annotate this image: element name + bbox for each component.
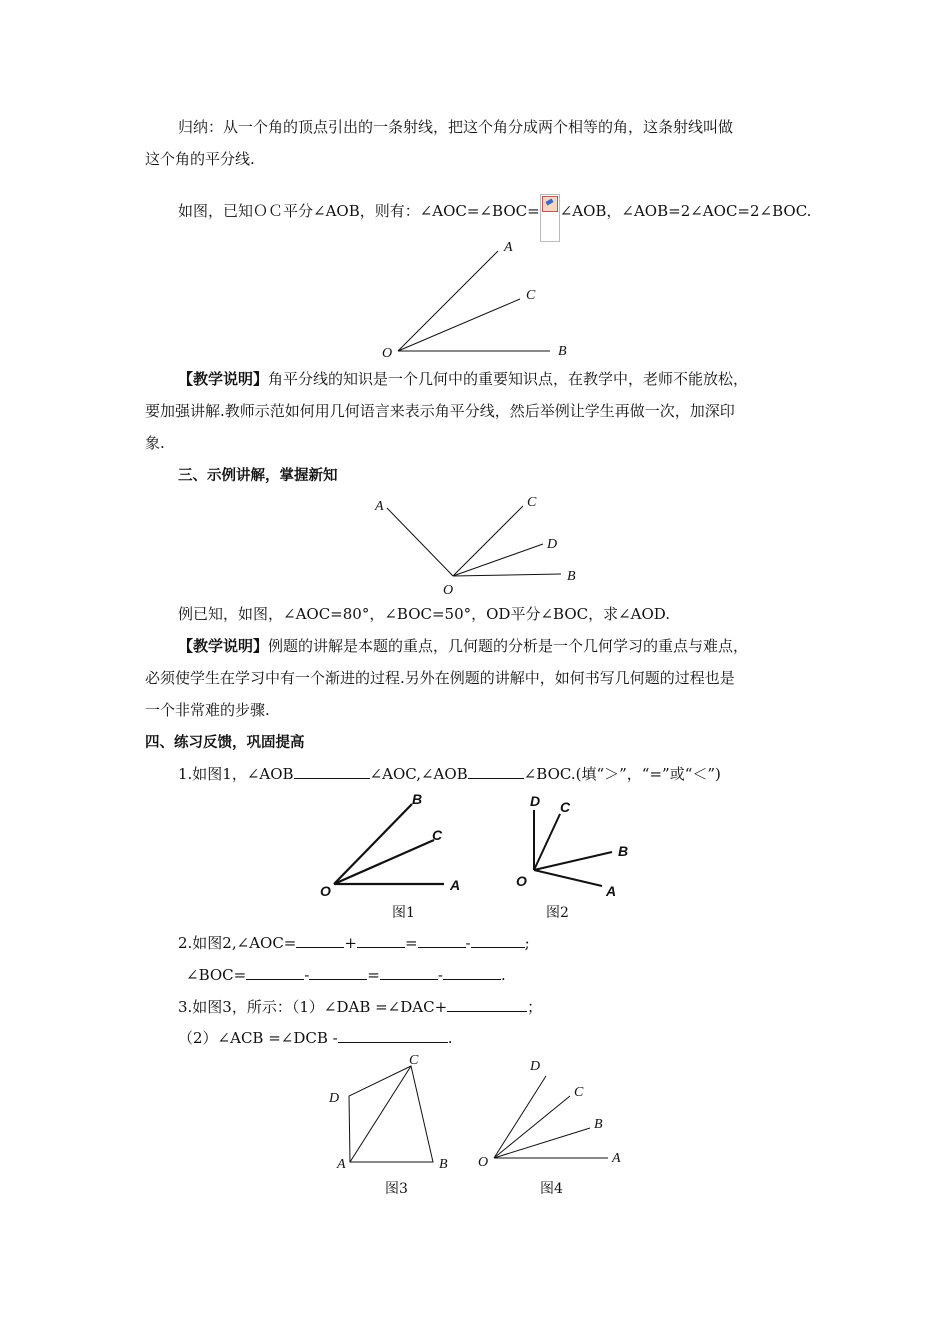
label-c: C [409,1053,419,1068]
q3-line-1-end: ； [527,998,543,1016]
q2-blank-7[interactable] [380,965,438,980]
q2-l2-a: ∠BOC= [186,966,247,984]
label-o: O [516,873,527,889]
label-a: A [337,1157,346,1172]
q2-blank-2[interactable] [357,933,405,948]
label-d: D [530,793,541,809]
q2-l2-b: - [304,966,310,984]
teaching-note-tag: 【教学说明】 [178,637,269,655]
q2-blank-4[interactable] [471,933,525,948]
teaching-note-2-line-2: 必须使学生在学习中有一个渐进的过程.另外在例题的讲解中，如何书写几何题的过程也是 [145,669,735,687]
q2-blank-3[interactable] [418,933,466,948]
q1-blank-2[interactable] [468,764,524,779]
label-o: O [478,1155,489,1170]
label-c: C [527,495,537,510]
label-c: C [526,288,536,303]
label-c: C [560,799,571,815]
figure-2 [510,788,640,900]
figure-4-caption: 图4 [540,1181,563,1197]
q2-l1-b: + [344,934,357,952]
label-a: A [504,240,513,255]
figure-4 [470,1052,630,1174]
q2-blank-6[interactable] [309,965,367,980]
q3-line-2-end: . [447,1029,453,1047]
teaching-note-1-line-1 [178,369,748,389]
figure-3-caption: 图3 [385,1181,408,1197]
q2-l1-a: 2.如图2,∠AOC= [178,934,297,952]
label-d: D [530,1059,541,1074]
label-d: D [547,537,558,552]
label-d: D [329,1091,340,1106]
q2-l1-d: - [465,934,471,952]
question-1 [178,764,721,784]
label-b: B [618,843,629,859]
question-3-line-1 [178,997,542,1017]
label-o: O [382,346,393,361]
given-prefix: 如图，已知ＯＣ平分∠AOB，则有：∠AOC=∠BOC= [178,202,540,220]
given-suffix: ∠AOB，∠AOB=2∠AOC=2∠BOC. [559,202,812,220]
example-figure [365,488,585,598]
teaching-note-2-line-1 [178,636,748,656]
example-problem: 例已知，如图，∠AOC=80°，∠BOC=50°，OD平分∠BOC，求∠AOD. [178,605,671,623]
label-o: O [320,883,331,899]
teaching-note-1-line-3: 象. [145,434,165,452]
figure-3 [325,1052,460,1174]
question-3-line-2 [178,1028,453,1048]
label-b: B [412,791,423,807]
label-a: A [606,883,617,899]
q2-l2-e: . [500,966,506,984]
label-c: C [574,1085,584,1100]
teaching-note-text: 例题的讲解是本题的重点，几何题的分析是一个几何学习的重点与难点， [268,637,749,655]
teaching-note-tag: 【教学说明】 [178,370,269,388]
summary-line-2: 这个角的平分线. [145,150,255,168]
q2-l2-c: = [367,966,380,984]
label-b: B [558,344,567,359]
q3-blank-1[interactable] [447,997,527,1012]
q2-blank-1[interactable] [296,933,344,948]
label-b: B [567,569,576,584]
q1-part-3: ∠BOC.(填“＞”，“=”或“＜”) [523,765,721,783]
q2-blank-5[interactable] [246,965,304,980]
question-2-line-2 [186,965,506,985]
label-a: A [450,877,461,893]
section-3-title: 三、示例讲解，掌握新知 [178,468,338,484]
q2-l2-d: - [437,966,443,984]
label-a: A [375,499,384,514]
q2-l1-e: ; [524,934,530,952]
figure-2-caption: 图2 [546,905,569,921]
label-o: O [443,583,454,598]
teaching-note-text: 角平分线的知识是一个几何中的重要知识点，在教学中，老师不能放松， [268,370,749,388]
bisector-figure [370,235,580,365]
q3-line-2-text: （2）∠ACB =∠DCB - [178,1029,338,1047]
q3-blank-2[interactable] [338,1028,448,1043]
teaching-note-2-line-3: 一个非常难的步骤. [145,701,270,719]
teaching-note-1-line-2: 要加强讲解.教师示范如何用几何语言来表示角平分线，然后举例让学生再做一次，加深印 [145,402,735,420]
question-2-line-1 [178,933,530,953]
figure-1 [310,790,470,900]
label-b: B [594,1117,603,1132]
label-b: B [439,1157,448,1172]
q2-l1-c: = [404,934,418,952]
summary-line-1: 归纳：从一个角的顶点引出的一条射线，把这个角分成两个相等的角，这条射线叫做 [178,118,734,136]
q1-part-1: 1.如图1，∠AOB [178,765,294,783]
label-c: C [432,827,443,843]
q1-part-2: ∠AOC,∠AOB [369,765,468,783]
q2-blank-8[interactable] [443,965,501,980]
q1-blank-1[interactable] [294,764,370,779]
section-4-title: 四、练习反馈，巩固提高 [145,735,305,751]
q3-line-1-text: 3.如图3，所示：（1）∠DAB =∠DAC+ [178,998,448,1016]
label-a: A [612,1151,621,1166]
figure-1-caption: 图1 [392,905,415,921]
